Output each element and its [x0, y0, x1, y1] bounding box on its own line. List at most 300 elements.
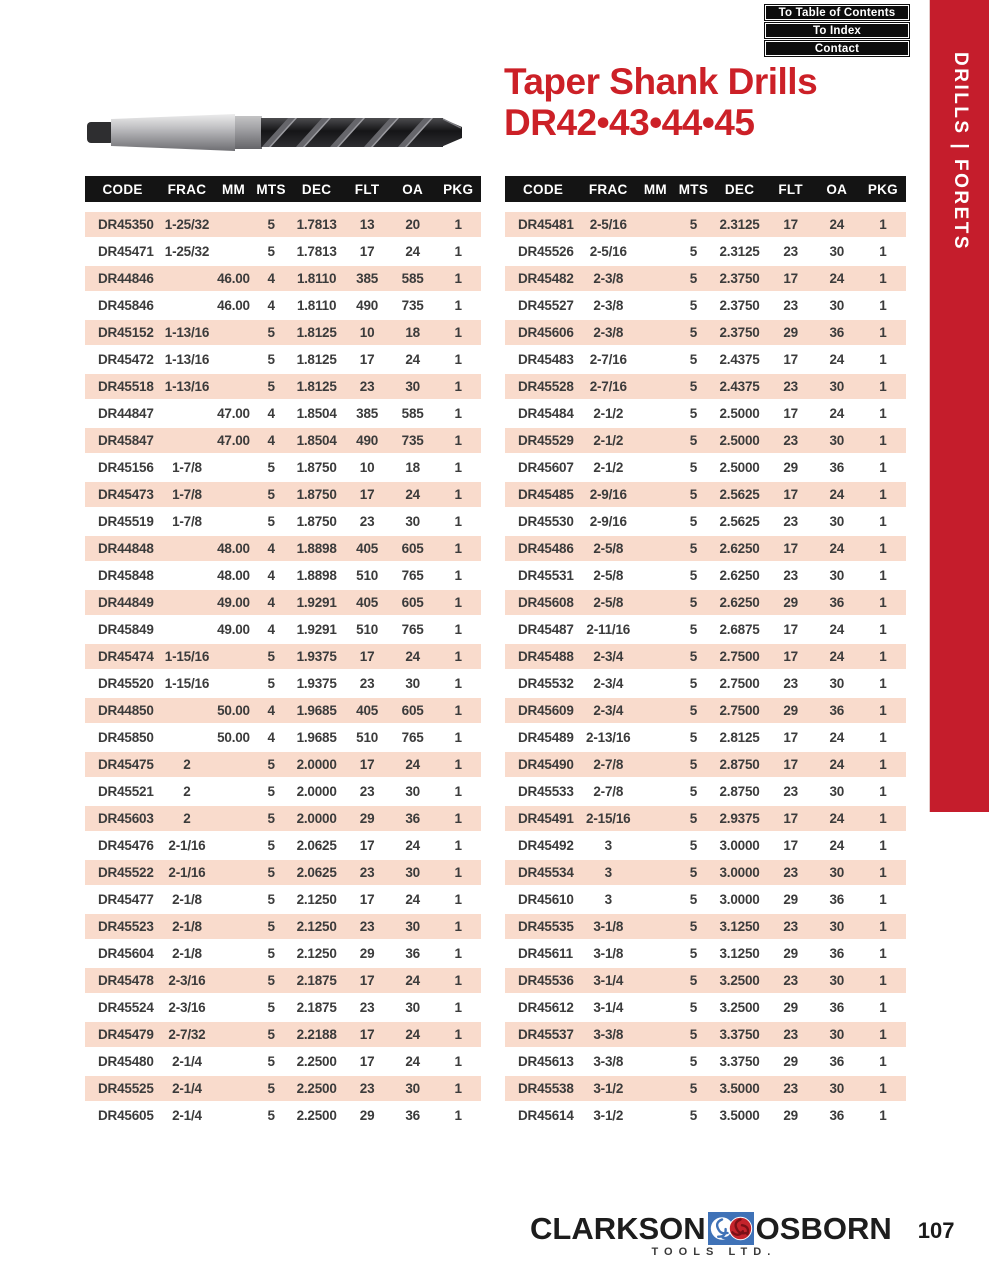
- cell-frac: 2-15/16: [581, 805, 635, 832]
- cell-code: DR45610: [505, 886, 581, 913]
- cell-mts: 5: [675, 373, 711, 400]
- cell-pkg: 1: [435, 508, 481, 535]
- cell-mm: [635, 1075, 675, 1102]
- cell-code: DR45489: [505, 724, 581, 751]
- cell-mm: [214, 940, 254, 967]
- cell-pkg: 1: [435, 805, 481, 832]
- cell-mts: 5: [253, 859, 289, 886]
- cell-mm: 49.00: [214, 589, 254, 616]
- cell-flt: 23: [344, 670, 390, 697]
- cell-dec: 1.8898: [289, 562, 344, 589]
- cell-dec: 1.8750: [289, 454, 344, 481]
- cell-code: DR44848: [85, 535, 160, 562]
- cell-oa: 30: [814, 1021, 860, 1048]
- cell-mts: 5: [675, 211, 711, 238]
- to-table-of-contents-button[interactable]: To Table of Contents: [764, 4, 910, 21]
- cell-frac: [160, 400, 213, 427]
- cell-mm: 46.00: [214, 292, 254, 319]
- cell-pkg: 1: [435, 265, 481, 292]
- cell-frac: [160, 427, 213, 454]
- page-title: [504, 62, 817, 143]
- cell-mts: 4: [253, 400, 289, 427]
- cell-frac: 3-1/8: [581, 913, 635, 940]
- cell-code: DR45520: [85, 670, 160, 697]
- cell-code: DR45613: [505, 1048, 581, 1075]
- cell-flt: 23: [768, 913, 814, 940]
- cell-dec: 3.3750: [711, 1048, 767, 1075]
- cell-mts: 5: [675, 805, 711, 832]
- cell-pkg: 1: [435, 778, 481, 805]
- cell-oa: 735: [390, 292, 436, 319]
- cell-frac: 3-3/8: [581, 1048, 635, 1075]
- cell-flt: 23: [768, 967, 814, 994]
- cell-mts: 5: [675, 913, 711, 940]
- cell-dec: 3.0000: [711, 886, 767, 913]
- cell-code: DR45472: [85, 346, 160, 373]
- cell-pkg: 1: [435, 1048, 481, 1075]
- column-header-oa: OA: [814, 176, 860, 202]
- cell-code: DR45848: [85, 562, 160, 589]
- cell-flt: 29: [768, 454, 814, 481]
- cell-flt: 29: [344, 1102, 390, 1129]
- cell-mm: [635, 616, 675, 643]
- cell-oa: 30: [390, 508, 436, 535]
- cell-oa: 36: [390, 940, 436, 967]
- cell-code: DR45486: [505, 535, 581, 562]
- cell-mm: [214, 1102, 254, 1129]
- cell-code: DR45603: [85, 805, 160, 832]
- cell-oa: 24: [814, 265, 860, 292]
- cell-frac: 2-3/16: [160, 967, 213, 994]
- cell-oa: 30: [814, 913, 860, 940]
- cell-code: DR44846: [85, 265, 160, 292]
- table-row: [505, 400, 906, 427]
- cell-code: DR45531: [505, 562, 581, 589]
- cell-code: DR45482: [505, 265, 581, 292]
- cell-pkg: 1: [860, 400, 906, 427]
- table-row: [85, 373, 481, 400]
- cell-oa: 765: [390, 724, 436, 751]
- table-row: [85, 1102, 481, 1129]
- cell-mts: 5: [253, 346, 289, 373]
- cell-oa: 605: [390, 535, 436, 562]
- cell-mm: [635, 454, 675, 481]
- cell-mm: [635, 859, 675, 886]
- drill-tip: [441, 118, 462, 147]
- cell-oa: 605: [390, 697, 436, 724]
- cell-dec: 1.8110: [289, 292, 344, 319]
- clarkson-osborn-emblem-icon: [708, 1212, 754, 1245]
- cell-oa: 30: [814, 373, 860, 400]
- cell-pkg: 1: [860, 535, 906, 562]
- cell-dec: 1.9685: [289, 697, 344, 724]
- cell-code: DR45525: [85, 1075, 160, 1102]
- cell-oa: 30: [814, 292, 860, 319]
- cell-flt: 29: [768, 1048, 814, 1075]
- cell-mts: 5: [675, 832, 711, 859]
- cell-frac: 2: [160, 778, 213, 805]
- column-header-mts: MTS: [675, 176, 711, 202]
- cell-flt: 23: [344, 1075, 390, 1102]
- cell-flt: 13: [344, 211, 390, 238]
- cell-mts: 4: [253, 427, 289, 454]
- table-row: [505, 346, 906, 373]
- table-row: [85, 1048, 481, 1075]
- cell-dec: 2.1250: [289, 886, 344, 913]
- cell-mts: 5: [253, 778, 289, 805]
- cell-pkg: 1: [860, 481, 906, 508]
- cell-code: DR45483: [505, 346, 581, 373]
- cell-pkg: 1: [435, 589, 481, 616]
- table-row: [505, 778, 906, 805]
- cell-code: DR45471: [85, 238, 160, 265]
- cell-flt: 17: [344, 1021, 390, 1048]
- cell-oa: 24: [814, 535, 860, 562]
- cell-dec: 2.7500: [711, 670, 767, 697]
- column-header-code: CODE: [85, 176, 160, 202]
- cell-mts: 5: [675, 589, 711, 616]
- column-header-frac: FRAC: [160, 176, 213, 202]
- table-header-row: [505, 176, 906, 202]
- cell-oa: 24: [390, 481, 436, 508]
- cell-flt: 405: [344, 697, 390, 724]
- cell-oa: 24: [814, 724, 860, 751]
- cell-frac: 2-1/2: [581, 427, 635, 454]
- cell-mm: [635, 481, 675, 508]
- cell-mts: 5: [675, 481, 711, 508]
- cell-mts: 5: [253, 1075, 289, 1102]
- cell-mm: [635, 778, 675, 805]
- cell-mm: 50.00: [214, 697, 254, 724]
- column-header-flt: FLT: [344, 176, 390, 202]
- cell-dec: 1.8504: [289, 400, 344, 427]
- cell-mts: 5: [675, 859, 711, 886]
- cell-flt: 23: [768, 778, 814, 805]
- table-row: [85, 967, 481, 994]
- cell-mts: 5: [253, 481, 289, 508]
- cell-pkg: 1: [860, 643, 906, 670]
- cell-code: DR45522: [85, 859, 160, 886]
- page-number: 107: [917, 1218, 955, 1243]
- cell-flt: 29: [768, 697, 814, 724]
- cell-pkg: 1: [435, 670, 481, 697]
- cell-frac: 2-5/16: [581, 211, 635, 238]
- cell-mm: [214, 670, 254, 697]
- cell-frac: 3-1/4: [581, 994, 635, 1021]
- cell-flt: 17: [344, 346, 390, 373]
- cell-mm: [635, 751, 675, 778]
- table-row: [505, 940, 906, 967]
- table-row: [85, 778, 481, 805]
- cell-code: DR45537: [505, 1021, 581, 1048]
- cell-mm: [635, 562, 675, 589]
- cell-frac: 2-3/8: [581, 292, 635, 319]
- table-row: [85, 346, 481, 373]
- cell-oa: 36: [814, 697, 860, 724]
- cell-flt: 17: [344, 751, 390, 778]
- cell-pkg: 1: [435, 292, 481, 319]
- cell-frac: 2-3/4: [581, 643, 635, 670]
- cell-code: DR45476: [85, 832, 160, 859]
- cell-oa: 735: [390, 427, 436, 454]
- cell-pkg: 1: [435, 913, 481, 940]
- cell-pkg: 1: [435, 967, 481, 994]
- cell-flt: 23: [768, 670, 814, 697]
- cell-frac: [160, 292, 213, 319]
- footer: [500, 1211, 955, 1258]
- cell-mm: [635, 508, 675, 535]
- cell-mm: [635, 1048, 675, 1075]
- cell-flt: 29: [768, 589, 814, 616]
- cell-mts: 5: [253, 643, 289, 670]
- table-row: [505, 454, 906, 481]
- cell-frac: 1-7/8: [160, 454, 213, 481]
- cell-frac: 2-5/16: [581, 238, 635, 265]
- cell-flt: 23: [344, 859, 390, 886]
- cell-oa: 765: [390, 616, 436, 643]
- cell-flt: 29: [768, 940, 814, 967]
- cell-oa: 36: [814, 589, 860, 616]
- cell-oa: 24: [814, 400, 860, 427]
- cell-pkg: 1: [860, 670, 906, 697]
- cell-flt: 490: [344, 427, 390, 454]
- cell-flt: 23: [344, 508, 390, 535]
- cell-oa: 24: [814, 211, 860, 238]
- table-row: [85, 805, 481, 832]
- table-row: [85, 562, 481, 589]
- cell-flt: 510: [344, 724, 390, 751]
- cell-flt: 23: [768, 859, 814, 886]
- cell-code: DR45534: [505, 859, 581, 886]
- column-header-mm: MM: [635, 176, 675, 202]
- cell-flt: 17: [768, 481, 814, 508]
- cell-pkg: 1: [435, 643, 481, 670]
- cell-pkg: 1: [435, 454, 481, 481]
- cell-dec: 2.6250: [711, 589, 767, 616]
- cell-pkg: 1: [860, 751, 906, 778]
- cell-dec: 1.8750: [289, 481, 344, 508]
- cell-dec: 2.5000: [711, 400, 767, 427]
- table-row: [85, 427, 481, 454]
- table-row: [85, 832, 481, 859]
- table-row: [505, 967, 906, 994]
- cell-frac: 1-13/16: [160, 346, 213, 373]
- cell-flt: 23: [344, 778, 390, 805]
- cell-oa: 18: [390, 454, 436, 481]
- cell-oa: 24: [390, 643, 436, 670]
- cell-mts: 5: [253, 994, 289, 1021]
- cell-mts: 5: [675, 778, 711, 805]
- cell-code: DR45847: [85, 427, 160, 454]
- cell-dec: 2.3750: [711, 265, 767, 292]
- cell-flt: 17: [768, 751, 814, 778]
- cell-frac: 2: [160, 751, 213, 778]
- table-row: [505, 616, 906, 643]
- cell-frac: 1-7/8: [160, 508, 213, 535]
- cell-dec: 2.4375: [711, 346, 767, 373]
- cell-code: DR45605: [85, 1102, 160, 1129]
- cell-frac: 3: [581, 832, 635, 859]
- cell-flt: 17: [768, 724, 814, 751]
- cell-dec: 2.3125: [711, 211, 767, 238]
- cell-pkg: 1: [860, 724, 906, 751]
- cell-mm: [635, 805, 675, 832]
- cell-oa: 30: [390, 778, 436, 805]
- cell-flt: 23: [768, 292, 814, 319]
- cell-mm: 49.00: [214, 616, 254, 643]
- table-row: [85, 751, 481, 778]
- table-row: [505, 238, 906, 265]
- cell-dec: 2.5000: [711, 427, 767, 454]
- drill-table-right: [505, 176, 906, 1129]
- cell-frac: 3: [581, 859, 635, 886]
- cell-code: DR45475: [85, 751, 160, 778]
- cell-oa: 24: [390, 238, 436, 265]
- cell-oa: 30: [814, 427, 860, 454]
- cell-frac: 3-1/8: [581, 940, 635, 967]
- cell-pkg: 1: [435, 940, 481, 967]
- cell-mts: 5: [253, 670, 289, 697]
- cell-code: DR45530: [505, 508, 581, 535]
- cell-mts: 5: [253, 967, 289, 994]
- table-row: [505, 832, 906, 859]
- contact-button[interactable]: Contact: [764, 40, 910, 57]
- cell-pkg: 1: [435, 400, 481, 427]
- brand-tools-ltd: TOOLS LTD.: [651, 1246, 777, 1258]
- cell-pkg: 1: [860, 211, 906, 238]
- cell-frac: 3-1/4: [581, 967, 635, 994]
- table-row: [85, 913, 481, 940]
- cell-dec: 2.6250: [711, 562, 767, 589]
- cell-frac: 2-7/16: [581, 346, 635, 373]
- cell-flt: 23: [344, 994, 390, 1021]
- nav-buttons: [764, 4, 910, 57]
- table-row: [85, 994, 481, 1021]
- cell-frac: [160, 724, 213, 751]
- cell-pkg: 1: [860, 616, 906, 643]
- cell-oa: 30: [390, 994, 436, 1021]
- cell-pkg: 1: [860, 697, 906, 724]
- cell-frac: [160, 265, 213, 292]
- cell-oa: 30: [814, 859, 860, 886]
- cell-dec: 3.5000: [711, 1075, 767, 1102]
- table-row: [505, 1048, 906, 1075]
- to-index-button[interactable]: To Index: [764, 22, 910, 39]
- cell-flt: 17: [768, 346, 814, 373]
- cell-flt: 23: [768, 1021, 814, 1048]
- cell-dec: 2.8750: [711, 751, 767, 778]
- table-header-row: [85, 176, 481, 202]
- cell-mm: 48.00: [214, 562, 254, 589]
- cell-pkg: 1: [860, 967, 906, 994]
- cell-oa: 36: [814, 454, 860, 481]
- cell-frac: 2-1/8: [160, 940, 213, 967]
- cell-pkg: 1: [435, 427, 481, 454]
- cell-flt: 17: [768, 805, 814, 832]
- table-row: [85, 724, 481, 751]
- cell-flt: 490: [344, 292, 390, 319]
- cell-pkg: 1: [435, 346, 481, 373]
- cell-mts: 5: [675, 751, 711, 778]
- cell-code: DR45492: [505, 832, 581, 859]
- drill-table-left: [85, 176, 481, 1129]
- brand-clarkson: CLARKSON: [530, 1211, 706, 1246]
- cell-mm: [635, 535, 675, 562]
- table-row: [85, 319, 481, 346]
- cell-code: DR45519: [85, 508, 160, 535]
- cell-mts: 4: [253, 697, 289, 724]
- cell-dec: 2.1250: [289, 913, 344, 940]
- cell-mm: 48.00: [214, 535, 254, 562]
- cell-frac: 2-1/8: [160, 886, 213, 913]
- cell-mm: [635, 1102, 675, 1129]
- cell-flt: 17: [344, 832, 390, 859]
- cell-flt: 10: [344, 319, 390, 346]
- cell-mm: [214, 859, 254, 886]
- column-header-dec: DEC: [711, 176, 767, 202]
- cell-code: DR45481: [505, 211, 581, 238]
- table-row: [505, 589, 906, 616]
- cell-mm: [635, 697, 675, 724]
- column-header-mts: MTS: [253, 176, 289, 202]
- cell-frac: 2-5/8: [581, 562, 635, 589]
- cell-pkg: 1: [435, 211, 481, 238]
- cell-mm: [214, 1075, 254, 1102]
- cell-pkg: 1: [860, 778, 906, 805]
- cell-mm: [214, 778, 254, 805]
- cell-pkg: 1: [435, 535, 481, 562]
- cell-mts: 5: [675, 1048, 711, 1075]
- taper-shank-drill-image: [85, 102, 465, 162]
- cell-mts: 5: [253, 886, 289, 913]
- cell-dec: 2.2500: [289, 1102, 344, 1129]
- cell-mm: [635, 400, 675, 427]
- cell-code: DR45484: [505, 400, 581, 427]
- table-row: [505, 319, 906, 346]
- cell-flt: 17: [344, 886, 390, 913]
- cell-mts: 4: [253, 616, 289, 643]
- cell-mm: [214, 751, 254, 778]
- cell-mts: 5: [675, 967, 711, 994]
- cell-code: DR45477: [85, 886, 160, 913]
- cell-mts: 5: [675, 1075, 711, 1102]
- cell-oa: 36: [390, 1102, 436, 1129]
- cell-mm: [214, 805, 254, 832]
- cell-dec: 1.8750: [289, 508, 344, 535]
- cell-dec: 2.0000: [289, 805, 344, 832]
- cell-code: DR45526: [505, 238, 581, 265]
- cell-oa: 24: [814, 643, 860, 670]
- cell-code: DR45612: [505, 994, 581, 1021]
- cell-code: DR45490: [505, 751, 581, 778]
- cell-frac: 2-3/4: [581, 697, 635, 724]
- cell-frac: 2-1/4: [160, 1102, 213, 1129]
- cell-flt: 29: [768, 886, 814, 913]
- table-row: [505, 265, 906, 292]
- cell-code: DR44850: [85, 697, 160, 724]
- page-title-line1: Taper Shank Drills: [504, 61, 818, 102]
- cell-code: DR45528: [505, 373, 581, 400]
- table-row: [85, 670, 481, 697]
- cell-pkg: 1: [860, 1048, 906, 1075]
- cell-mts: 5: [675, 319, 711, 346]
- cell-pkg: 1: [860, 1075, 906, 1102]
- cell-mts: 5: [675, 238, 711, 265]
- cell-code: DR45849: [85, 616, 160, 643]
- cell-dec: 2.7500: [711, 643, 767, 670]
- cell-oa: 24: [814, 751, 860, 778]
- cell-code: DR45480: [85, 1048, 160, 1075]
